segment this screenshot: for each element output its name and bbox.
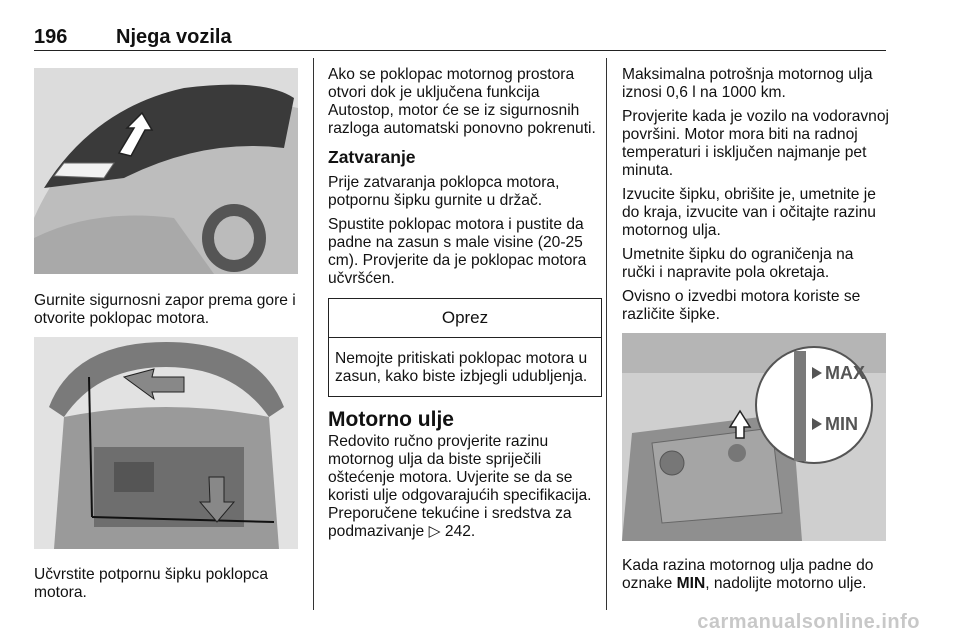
- dipstick-insert: Umetnite šipku do ograničenja na ručki i napravite pola okretaja.: [622, 246, 854, 281]
- min-mark-label: MIN: [676, 575, 706, 592]
- page-reference-link[interactable]: 242.: [444, 523, 476, 540]
- dipstick-variants: Ovisno o izvedbi motora koriste se različite šipke.: [622, 288, 861, 323]
- dipstick-max-label: MAX: [825, 363, 865, 383]
- dipstick-min-label: MIN: [825, 414, 858, 434]
- max-oil-consumption: Maksimalna potrošnja motornog ulja iznosi 0,6 l na 1000 km.: [622, 66, 873, 101]
- watermark: carmanualsonline.info: [697, 611, 920, 633]
- chapter-title: Njega vozila: [116, 26, 232, 48]
- autostop-note: Ako se poklopac motornog prostora otvori dok je uključena funkcija Autostop, motor će se iz sigurnosnih razloga automatski ponovno pokrenuti.: [328, 66, 596, 137]
- page-header: [34, 20, 886, 51]
- figure-caption-dipstick: [622, 557, 890, 593]
- page-number: 196: [34, 26, 68, 48]
- caution-text: Nemojte pritiskati poklopac motora u zasun, kako biste izbjegli udubljenja.: [335, 350, 588, 385]
- caption-text-end: , nadolijte motorno ulje.: [705, 575, 867, 592]
- figure-caption-hood-release: Gurnite sigurnosni zapor prema gore i otvorite poklopac motora.: [34, 292, 296, 327]
- caution-box: [328, 298, 602, 397]
- column-divider: [606, 58, 607, 610]
- closing-step-2: Spustite poklopac motora i pustite da padne na zasun s male visine (20-25 cm). Provjerite da je poklopac motora učvršćen.: [328, 216, 587, 287]
- oil-check-text: Redovito ručno provjerite razinu motornog ulja da biste spriječili oštećenje motora. Uvjerite se da se koristi ulje odgovarajućih specifikacija. Preporučene tekućine i sredstva za podmazivanje: [328, 433, 592, 540]
- figure-caption-support-rod: Učvrstite potpornu šipku poklopca motora.: [34, 566, 269, 601]
- closing-step-1: Prije zatvaranja poklopca motora, potpornu šipku gurnite u držač.: [328, 174, 560, 209]
- column-3: [622, 66, 890, 330]
- heading-closing: Zatvaranje: [328, 147, 416, 167]
- page-reference-icon: ▷: [428, 523, 441, 540]
- section-title-engine-oil: Motorno ulje: [328, 408, 454, 431]
- oil-check-paragraph: [328, 433, 596, 541]
- hood-support-rod-illustration: [34, 337, 298, 549]
- dipstick-illustration: [622, 333, 886, 541]
- caption-text: Kada razina motornog ulja padne do oznake: [622, 557, 874, 592]
- column-2: [328, 66, 596, 547]
- check-conditions: Provjerite kada je vozilo na vodoravnoj površini. Motor mora biti na radnoj temperaturi i isključen najmanje pet minuta.: [622, 108, 889, 179]
- caution-title: Oprez: [329, 299, 601, 338]
- dipstick-procedure: Izvucite šipku, obrišite je, umetnite je do kraja, izvucite van i očitajte razinu motornog ulja.: [622, 186, 876, 239]
- hood-release-illustration: [34, 68, 298, 274]
- column-divider: [313, 58, 314, 610]
